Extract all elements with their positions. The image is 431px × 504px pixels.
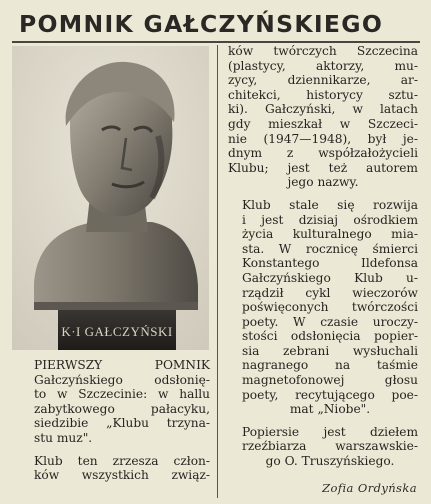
body-line: rzeźbiarza warszawskie- — [242, 439, 418, 454]
body-line: dnym z współzałożycieli — [228, 146, 418, 161]
caption-column — [20, 358, 210, 483]
body-line: (plastycy, aktorzy, mu- — [228, 58, 418, 73]
body-line: ków twórczych Szczecina — [228, 44, 418, 58]
body-paragraph-1-start — [20, 454, 210, 483]
body-line: Klub ten zrzesza człon- — [34, 453, 210, 468]
body-line: Popiersie jest dziełem — [242, 424, 418, 439]
body-line: chitekci, historycy sztu- — [228, 87, 418, 102]
body-paragraph-1-cont — [228, 44, 418, 190]
body-line: gdy mieszkał w Szczeci- — [228, 116, 418, 131]
body-line: ki). Gałczyński, w latach — [228, 102, 418, 117]
body-line: sta. W rocznicę śmierci — [242, 241, 418, 256]
body-line: zycy, dziennikarze, ar- — [228, 73, 418, 88]
body-line: i jest dzisiaj ośrodkiem — [242, 212, 418, 227]
body-line: go O. Truszyńskiego. — [265, 454, 395, 469]
bust-plaque-text: K·I GAŁCZYŃSKI — [61, 324, 173, 339]
bust-photo — [12, 46, 209, 350]
caption-line: to w Szczecinie: w hallu — [34, 387, 210, 402]
caption-line: PIERWSZY POMNIK — [34, 358, 210, 372]
caption-line: Gałczyńskiego odsłonię- — [34, 372, 210, 387]
body-line: nie (1947—1948), był je- — [228, 131, 418, 146]
body-paragraph-2 — [228, 198, 418, 417]
body-line: życia kulturalnego mia- — [242, 227, 418, 242]
body-line: poświęconych twórczości — [242, 300, 418, 315]
photo-caption — [20, 358, 210, 446]
body-line: Klubu; jest też autorem — [228, 160, 418, 175]
column-divider — [217, 45, 218, 498]
body-line: magnetofonowej głosu — [242, 373, 418, 388]
caption-line: stu muz". — [34, 430, 93, 445]
body-line: nagranego na taśmie — [242, 358, 418, 373]
body-line: Klub stale się rozwija — [242, 197, 418, 212]
body-line: stości odsłonięcia popier- — [242, 329, 418, 344]
body-line: poety, recytującego poe- — [242, 387, 418, 402]
caption-line: siedzibie „Klubu trzyna- — [34, 416, 210, 431]
body-line: mat „Niobe". — [289, 402, 371, 417]
body-line: sia zebrani wysłuchali — [242, 343, 418, 358]
body-line: Konstantego Ildefonsa — [242, 256, 418, 271]
headline: POMNIK GAŁCZYŃSKIEGO — [19, 10, 384, 38]
body-line: Gałczyńskiego Klub u- — [242, 270, 418, 285]
author-signature: Zofia Ordyńska — [322, 481, 417, 495]
caption-line: zabytkowego pałacyku, — [34, 401, 210, 416]
body-line: ków wszystkich związ- — [34, 468, 210, 483]
body-line: jego nazwy. — [287, 175, 359, 190]
body-line: rządził cykl wieczorów — [242, 285, 418, 300]
right-column — [228, 44, 418, 469]
headline-rule — [12, 41, 420, 43]
body-line: poety. W czasie uroczy- — [242, 314, 418, 329]
body-paragraph-3 — [228, 425, 418, 469]
